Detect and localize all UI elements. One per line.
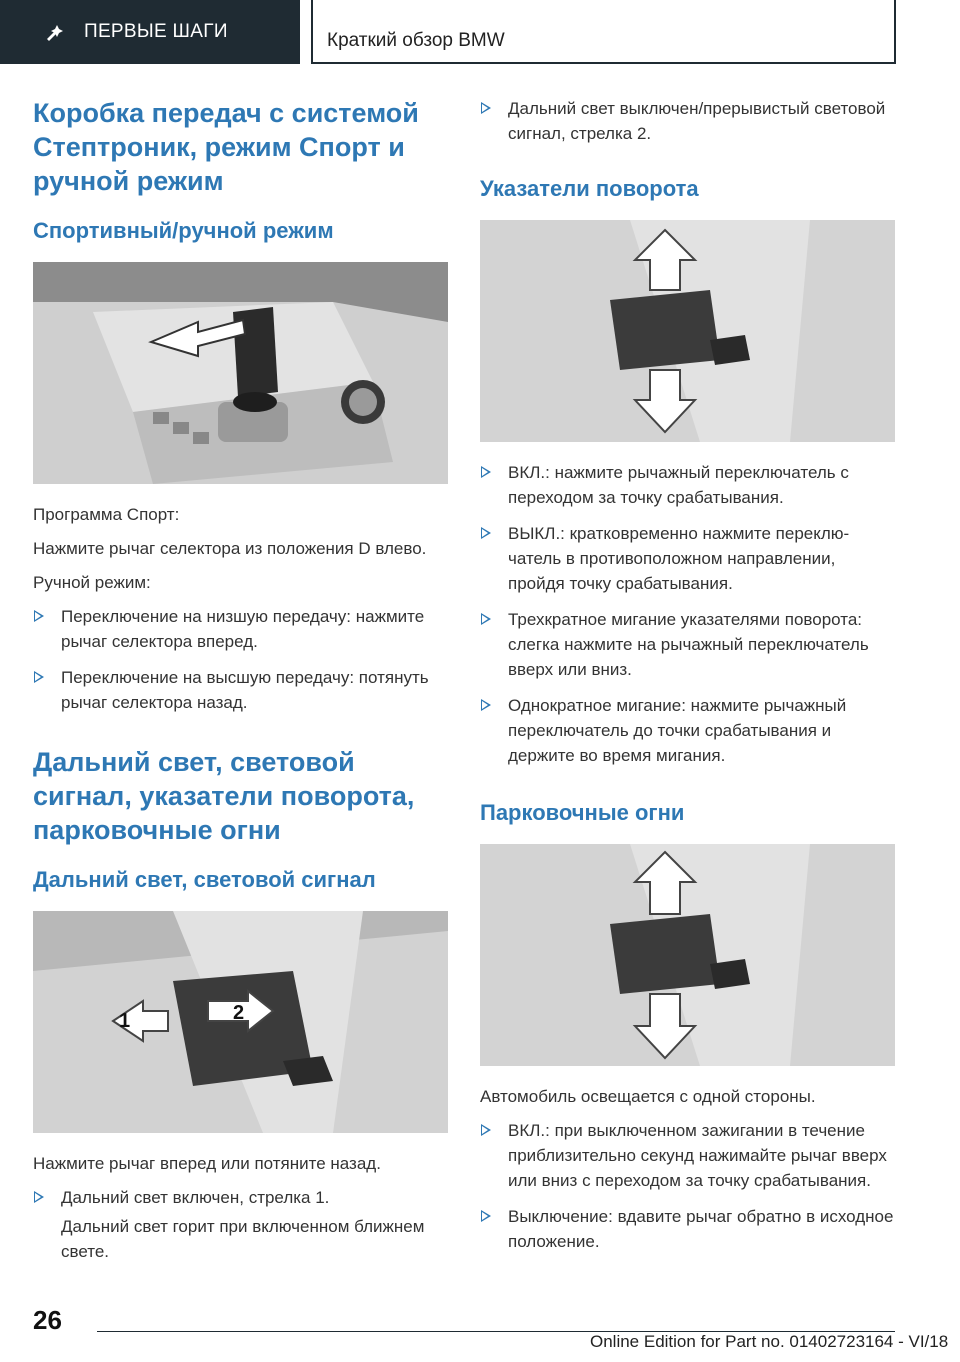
bullet-triangle-icon bbox=[481, 466, 491, 478]
bullet-triangle-icon bbox=[34, 1191, 44, 1203]
turn-signal-photo bbox=[480, 220, 895, 442]
bullet-triangle-icon bbox=[481, 527, 491, 539]
push-pull-instruction: Нажмите рычаг вперед или потяните назад. bbox=[33, 1154, 381, 1173]
list-item: Переключение на низшую передачу: нажмите рычаг селектора вперед. bbox=[33, 604, 448, 654]
list-item: ВКЛ.: нажмите рычажный переключатель с переходом за точку срабатывания. bbox=[480, 460, 895, 510]
high-beam-lever-illustration bbox=[33, 911, 448, 1133]
heading-parking-lights: Парковочные огни bbox=[480, 800, 685, 825]
gear-selector-illustration bbox=[33, 262, 448, 484]
section-label: ПЕРВЫЕ ШАГИ bbox=[84, 21, 228, 42]
page-number: 26 bbox=[33, 1305, 62, 1335]
list-item: ВЫКЛ.: кратковременно нажмите переключатель в противоположном направлении, пройдя точку срабатывания. bbox=[480, 521, 895, 596]
list-item: Однократное мигание: нажмите рычажный переключатель до точки срабатывания и держите во время мигания. bbox=[480, 693, 895, 768]
bullet-triangle-icon bbox=[34, 610, 44, 622]
list-item: ВКЛ.: при выключенном зажигании в течение приблизительно секунд нажимайте рычаг вверх или вниз с переходом за точку срабатывания. bbox=[480, 1118, 895, 1193]
wrench-icon bbox=[44, 20, 68, 44]
arrow-label-2: 2 bbox=[233, 1002, 245, 1024]
list-item: Дальний свет выключен/прерывистый световой сигнал, стрелка 2. bbox=[480, 96, 895, 146]
section-tab bbox=[0, 0, 300, 64]
chapter-title: Краткий обзор BMW bbox=[327, 30, 505, 51]
bullet-triangle-icon bbox=[481, 613, 491, 625]
manual-mode-label: Ручной режим: bbox=[33, 573, 151, 592]
bullet-triangle-icon bbox=[481, 699, 491, 711]
list-item: Трехкратное мигание указателями поворота: слегка нажмите на рычажный переключатель вверх или вниз. bbox=[480, 607, 895, 682]
parking-lever-illustration bbox=[480, 844, 895, 1066]
heading-sport-manual: Спортивный/ручной режим bbox=[33, 218, 334, 243]
left-column bbox=[33, 96, 448, 1274]
edition-note: Online Edition for Part no. 01402723164 - VI/18 bbox=[590, 1332, 949, 1351]
heading-gearbox: Коробка передач с системой Стептроник, режим Спорт и ручной режим bbox=[33, 98, 419, 196]
high-beam-photo bbox=[33, 911, 448, 1133]
sport-program-label: Программа Спорт: bbox=[33, 505, 180, 524]
heading-high-beam: Дальний свет, световой сигнал bbox=[33, 867, 376, 892]
sport-instruction: Нажмите рычаг селектора из положения D влево. bbox=[33, 539, 427, 558]
right-column bbox=[480, 96, 895, 1265]
turn-signal-lever-illustration bbox=[480, 220, 895, 442]
arrow-label-1: 1 bbox=[119, 1010, 131, 1032]
gear-selector-photo bbox=[33, 262, 448, 484]
bullet-triangle-icon bbox=[481, 102, 491, 114]
heading-turn-signals: Указатели поворота bbox=[480, 176, 699, 201]
high-beam-note: Дальний свет горит при включенном ближнем свете. bbox=[61, 1217, 425, 1261]
list-item: Дальний свет включен, стрелка 1. bbox=[33, 1185, 448, 1210]
list-item: Выключение: вдавите рычаг обратно в исходное положение. bbox=[480, 1204, 895, 1254]
parking-lights-photo bbox=[480, 844, 895, 1066]
bullet-triangle-icon bbox=[481, 1210, 491, 1222]
bullet-triangle-icon bbox=[34, 671, 44, 683]
list-item: Переключение на высшую передачу: потянуть рычаг селектора назад. bbox=[33, 665, 448, 715]
chapter-header bbox=[311, 0, 896, 64]
heading-lights: Дальний свет, световой сигнал, указатели поворота, парковочные огни bbox=[33, 747, 415, 845]
bullet-triangle-icon bbox=[481, 1124, 491, 1136]
parking-intro: Автомобиль освещается с одной стороны. bbox=[480, 1087, 816, 1106]
